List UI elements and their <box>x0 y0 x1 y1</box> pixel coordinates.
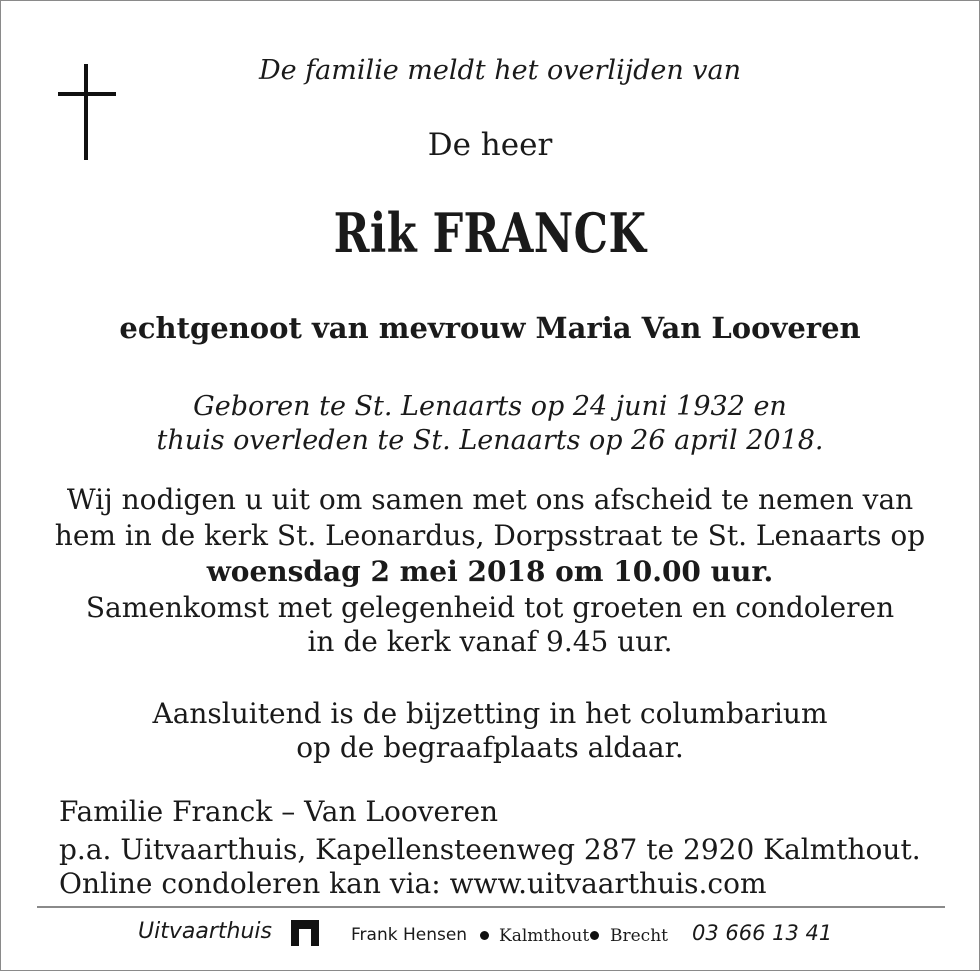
burial-line: op de begraafplaats aldaar. <box>296 731 684 764</box>
deceased-name: Rik FRANCK <box>333 201 647 265</box>
death-line: thuis overleden te St. Lenaarts op 26 april 2018. <box>156 425 824 456</box>
intro-text: De familie meldt het overlijden van <box>258 55 742 86</box>
footer-divider <box>37 906 945 908</box>
location-brecht: Brecht <box>610 926 668 946</box>
location-kalmthout: Kalmthout <box>499 926 590 946</box>
funeral-director: Frank Hensen <box>351 925 468 945</box>
invitation-line: Wij nodigen u uit om samen met ons afscheid te nemen van <box>66 483 914 516</box>
invitation-line: in de kerk vanaf 9.45 uur. <box>307 625 673 658</box>
birth-line: Geboren te St. Lenaarts op 24 juni 1932 en <box>193 391 787 422</box>
invitation-line: hem in de kerk St. Leonardus, Dorpsstraat te St. Lenaarts op <box>54 519 926 552</box>
ceremony-date: woensdag 2 mei 2018 om 10.00 uur. <box>206 555 774 588</box>
contact-address: p.a. Uitvaarthuis, Kapellensteenweg 287 te 2920 Kalmthout. <box>59 833 921 866</box>
invitation-line: Samenkomst met gelegenheid tot groeten en condoleren <box>85 591 895 624</box>
burial-line: Aansluitend is de bijzetting in het columbarium <box>152 697 828 730</box>
funeral-home-footer <box>1 917 979 953</box>
family-signature: Familie Franck – Van Looveren <box>59 795 499 828</box>
bullet-icon <box>590 931 599 940</box>
bullet-icon <box>480 931 489 940</box>
honorific: De heer <box>427 127 553 163</box>
funeral-home-brand: Uitvaarthuis <box>138 919 272 944</box>
online-condolence: Online condoleren kan via: www.uitvaarthuis.com <box>59 867 767 900</box>
phone-number: 03 666 13 41 <box>692 921 833 945</box>
spouse-line: echtgenoot van mevrouw Maria Van Looveren <box>119 311 861 345</box>
uitvaarthuis-logo-icon <box>291 920 319 946</box>
